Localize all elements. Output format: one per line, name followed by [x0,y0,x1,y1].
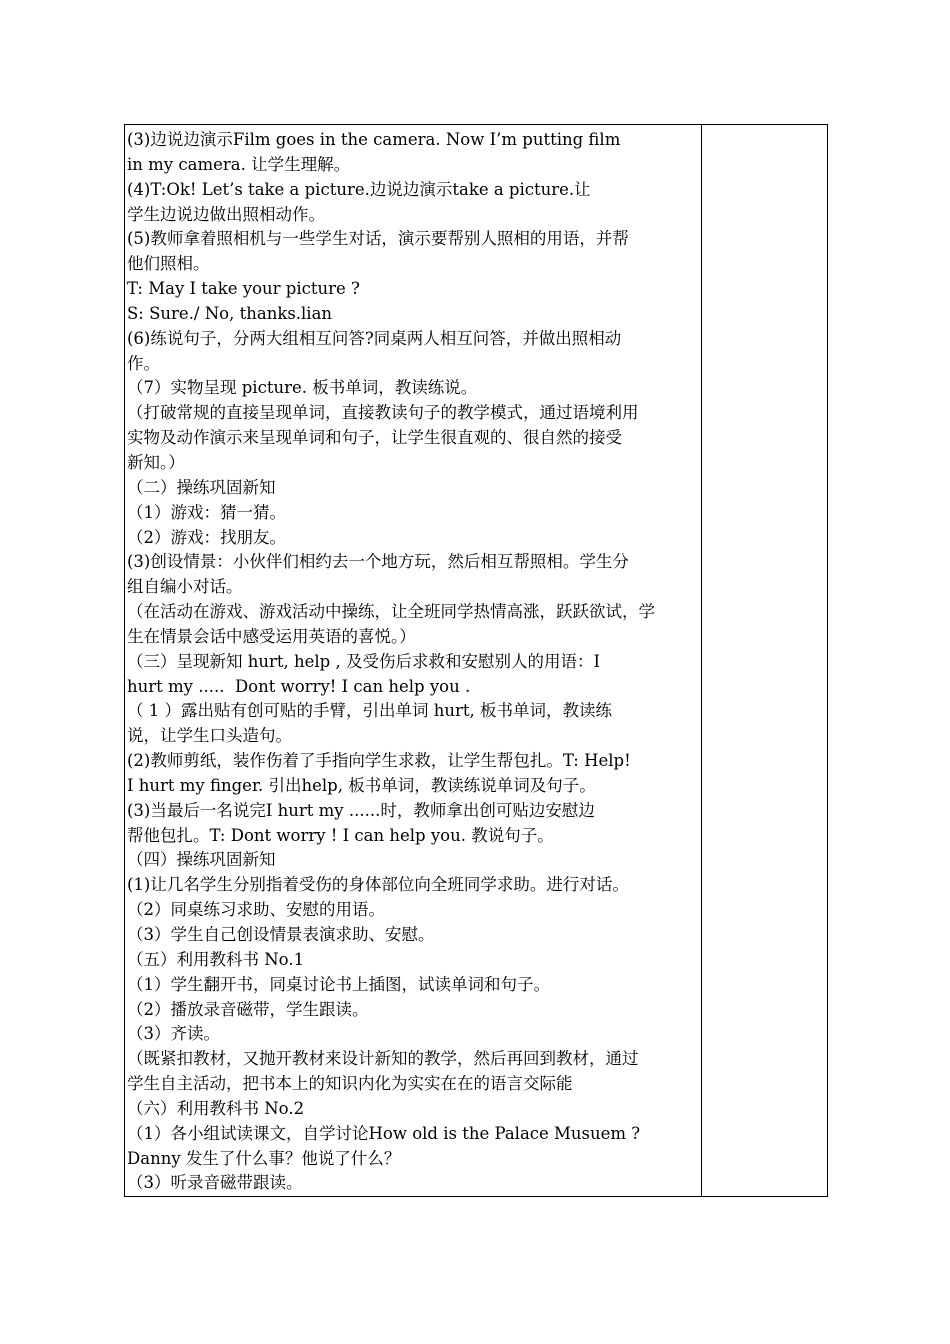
text-line: 说，让学生口头造句。 [127,726,292,746]
text-line: 新知。） [127,452,185,472]
text-line: (3)创设情景：小伙伴们相约去一个地方玩，然后相互帮照相。学生分 [127,552,629,572]
text-line: (2)教师剪纸，装作伤着了手指向学生求救，让学生帮包扎。T: Help! [127,751,631,771]
text-line: (4)T:Ok! Let’s take a picture.边说边演示take a picture.让 [127,179,591,199]
text-line: 生在情景会话中感受运用英语的喜悦。） [127,626,416,646]
text-line: 学生自主活动，把书本上的知识内化为实实在在的语言交际能 [127,1074,573,1094]
text-line: 帮他包扎。T: Dont worry ! I can help you. 教说句子。 [127,825,554,845]
text-line: (3)当最后一名说完I hurt my ......时，教师拿出创可贴边安慰边 [127,800,595,820]
text-line: （既紧扣教材，又抛开教材来设计新知的教学，然后再回到教材，通过 [127,1049,639,1069]
text-line: (3)边说边演示Film goes in the camera. Now I’m putting film [127,130,621,149]
notes-cell [702,125,828,1197]
text-line: 他们照相。 [127,254,210,274]
text-line: （1）各小组试读课文，自学讨论How old is the Palace Musuem ? [127,1123,641,1143]
text-line: （3）齐读。 [127,1024,220,1044]
text-line: 学生边说边做出照相动作。 [127,204,325,224]
text-line: （四）操练巩固新知 [127,850,276,870]
text-line: （三）呈现新知 hurt, help , 及受伤后求救和安慰别人的用语：I [127,651,600,671]
text-line: S: Sure./ No, thanks.lian [127,303,333,323]
text-line: Danny 发生了什么事？他说了什么？ [127,1148,401,1168]
procedure-cell [125,125,702,1197]
text-line: I hurt my finger. 引出help, 板书单词，教读练说单词及句子。 [127,775,596,795]
text-line: (5)教师拿着照相机与一些学生对话，演示要帮别人照相的用语，并帮 [127,229,629,249]
text-line: 实物及动作演示来呈现单词和句子，让学生很直观的、很自然的接受 [127,428,622,448]
text-line: （二）操练巩固新知 [127,477,276,497]
text-line: （打破常规的直接呈现单词，直接教读句子的教学模式，通过语境利用 [127,403,639,423]
text-line: （在活动在游戏、游戏活动中操练，让全班同学热情高涨，跃跃欲试，学 [127,602,655,622]
text-line: 作。 [127,353,160,373]
text-line: （2）同桌练习求助、安慰的用语。 [127,900,385,920]
text-line: (1)让几名学生分别指着受伤的身体部位向全班同学求助。进行对话。 [127,875,629,895]
text-line: （3）听录音磁带跟读。 [127,1173,303,1193]
text-line: （ 1 ）露出贴有创可贴的手臂，引出单词 hurt, 板书单词，教读练 [127,701,612,721]
text-line: （2）游戏：找朋友。 [127,527,286,547]
procedure-text [125,125,701,1196]
text-line: 组自编小对话。 [127,577,243,597]
text-line: （3）学生自己创设情景表演求助、安慰。 [127,925,435,944]
text-line: （六）利用教科书 No.2 [127,1098,305,1118]
text-line: (6)练说句子，分两大组相互问答?同桌两人相互问答，并做出照相动 [127,328,622,348]
text-line: （1）游戏：猜一猜。 [127,502,286,522]
table-row [125,125,828,1197]
text-line: hurt my ..... Dont worry! I can help you . [127,676,471,696]
text-line: （五）利用教科书 No.1 [127,949,305,969]
text-line: in my camera. 让学生理解。 [127,154,351,174]
lesson-plan-table [124,124,828,1197]
text-line: （1）学生翻开书，同桌讨论书上插图，试读单词和句子。 [127,974,550,994]
text-line: （7）实物呈现 picture. 板书单词，教读练说。 [127,378,478,398]
text-line: （2）播放录音磁带，学生跟读。 [127,999,369,1019]
text-line: T: May I take your picture ? [127,279,360,299]
